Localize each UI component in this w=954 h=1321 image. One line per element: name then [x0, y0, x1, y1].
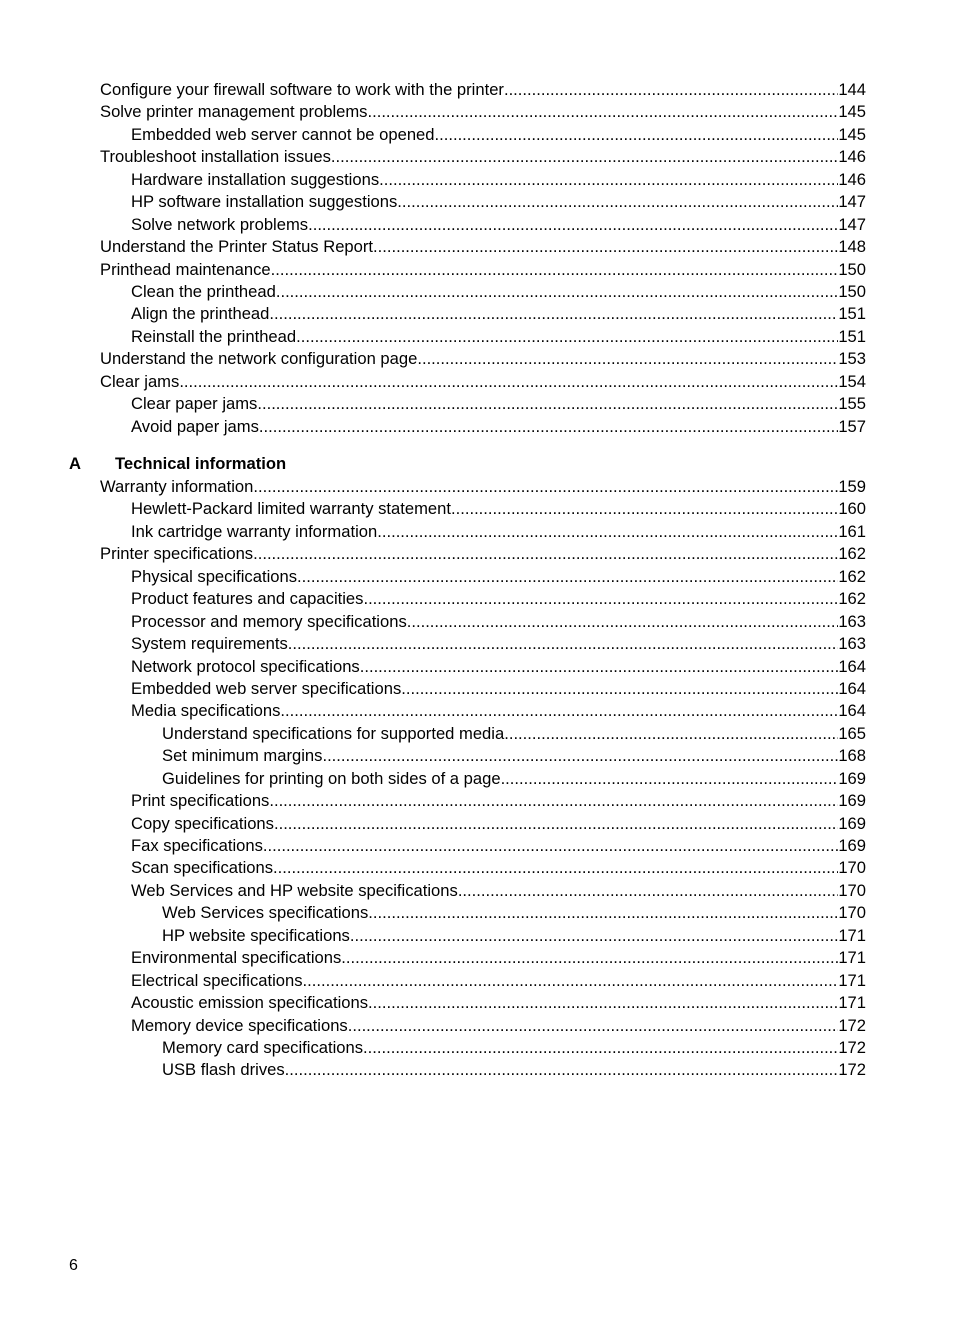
toc-entry[interactable]: [0, 768, 954, 790]
toc-entry-title: Product features and capacities: [131, 589, 364, 609]
toc-entry-row: [131, 835, 866, 857]
toc-entry-title: Hardware installation suggestions: [131, 169, 380, 189]
toc-entry-title: Warranty information: [100, 477, 254, 496]
dot-leader: [417, 348, 838, 370]
toc-entry[interactable]: [0, 633, 954, 655]
toc-entry-page: 154: [838, 371, 866, 391]
toc-entry[interactable]: [0, 393, 954, 415]
dot-leader: [368, 902, 838, 924]
toc-entry[interactable]: [0, 169, 954, 191]
dot-leader: [263, 835, 838, 857]
toc-entry[interactable]: [0, 326, 954, 348]
toc-entry-title: Fax specifications: [131, 836, 263, 855]
dot-leader: [504, 723, 838, 745]
toc-entry-page: 163: [838, 611, 866, 631]
dot-leader: [435, 124, 839, 146]
toc-entry-title: Understand specifications for supported media: [162, 723, 505, 743]
toc-entry-page: 157: [838, 416, 866, 436]
toc-body: [0, 79, 954, 1082]
toc-entry-row: [100, 79, 866, 101]
dot-leader: [504, 79, 838, 101]
toc-entry[interactable]: [0, 101, 954, 123]
toc-entry-page: 169: [838, 768, 866, 788]
dot-leader: [341, 947, 838, 969]
toc-entry-row: [131, 857, 866, 879]
toc-entry-row: [131, 521, 866, 543]
dot-leader: [360, 656, 839, 678]
toc-entry-page: 151: [838, 304, 866, 324]
dot-leader: [303, 970, 839, 992]
dot-leader: [271, 259, 839, 281]
toc-entry-title: Align the printhead: [131, 304, 270, 324]
dot-leader: [458, 880, 839, 902]
toc-entry-page: 168: [838, 746, 866, 766]
toc-entry[interactable]: [0, 588, 954, 610]
toc-entry[interactable]: [0, 1015, 954, 1037]
dot-leader: [331, 146, 838, 168]
dot-leader: [257, 393, 838, 415]
toc-entry-row: [131, 970, 866, 992]
toc-entry-page: 150: [838, 259, 866, 279]
toc-entry-row: [131, 611, 866, 633]
dot-leader: [179, 371, 838, 393]
toc-entry[interactable]: [0, 543, 954, 565]
dot-leader: [296, 326, 838, 348]
toc-entry[interactable]: [0, 236, 954, 258]
toc-entry[interactable]: [0, 857, 954, 879]
toc-entry-row: [162, 902, 866, 924]
toc-entry-row: [162, 1059, 866, 1081]
dot-leader: [274, 813, 838, 835]
toc-entry[interactable]: [0, 611, 954, 633]
toc-entry-page: 145: [838, 124, 866, 144]
toc-entry-page: 162: [838, 566, 866, 586]
toc-entry-page: 171: [838, 925, 866, 945]
dot-leader: [308, 214, 838, 236]
toc-entry-row: [131, 790, 866, 812]
toc-entry-title: Set minimum margins: [162, 746, 323, 766]
toc-entry-page: 170: [838, 880, 866, 900]
page-number: 6: [69, 1257, 78, 1274]
toc-entry-page: 170: [838, 858, 866, 878]
toc-entry-title: Media specifications: [131, 701, 281, 721]
dot-leader: [269, 790, 838, 812]
toc-entry-title: Processor and memory specifications: [131, 611, 407, 631]
toc-entry-row: [131, 678, 866, 700]
toc-entry[interactable]: [0, 1059, 954, 1081]
toc-entry-page: 155: [838, 394, 866, 414]
toc-entry-page: 148: [838, 237, 866, 257]
toc-entry[interactable]: [0, 902, 954, 924]
toc-entry-title: Reinstall the printhead: [131, 326, 297, 346]
toc-entry-row: [131, 326, 866, 348]
toc-entry-title: Hewlett-Packard limited warranty statement: [131, 499, 452, 519]
toc-entry-row: [131, 393, 866, 415]
dot-leader: [363, 1037, 838, 1059]
toc-entry[interactable]: [0, 700, 954, 722]
toc-entry-title: Understand the Printer Status Report: [100, 237, 374, 257]
toc-entry-title: Avoid paper jams: [131, 416, 259, 436]
dot-leader: [501, 768, 839, 790]
toc-entry[interactable]: [0, 348, 954, 370]
toc-entry-title: Embedded web server specifications: [131, 678, 402, 698]
toc-entry-title: Configure your firewall software to work with the printer: [100, 80, 504, 99]
toc-entry[interactable]: [0, 656, 954, 678]
toc-entry-page: 145: [838, 102, 866, 122]
toc-entry-title: Troubleshoot installation issues: [100, 147, 331, 167]
toc-entry-row: [162, 723, 866, 745]
toc-entry-row: [131, 656, 866, 678]
toc-entry-title: HP software installation suggestions: [131, 192, 398, 212]
toc-entry-row: [131, 992, 866, 1014]
dot-leader: [350, 925, 838, 947]
toc-entry-page: 169: [838, 836, 866, 855]
toc-entry-title: Web Services and HP website specifications: [131, 880, 458, 900]
dot-leader: [377, 521, 838, 543]
toc-entry-title: Physical specifications: [131, 566, 298, 586]
toc-entry[interactable]: [0, 259, 954, 281]
toc-entry-row: [162, 768, 866, 790]
toc-entry[interactable]: [0, 281, 954, 303]
toc-entry-row: [100, 476, 866, 498]
toc-entry-page: 162: [838, 544, 866, 564]
dot-leader: [373, 236, 838, 258]
toc-entry-row: [131, 281, 866, 303]
dot-leader: [273, 857, 838, 879]
toc-entry[interactable]: [0, 371, 954, 393]
toc-entry[interactable]: [0, 678, 954, 700]
toc-entry-row: [131, 416, 866, 438]
toc-entry-title: Memory device specifications: [131, 1015, 348, 1035]
toc-entry-title: Solve network problems: [131, 214, 309, 234]
toc-entry-title: Ink cartridge warranty information: [131, 521, 378, 541]
toc-entry[interactable]: [0, 813, 954, 835]
toc-entry-title: System requirements: [131, 634, 288, 654]
toc-entry-page: 150: [838, 281, 866, 301]
toc-entry-page: 147: [838, 192, 866, 212]
toc-entry-row: [131, 880, 866, 902]
toc-entry-title: Print specifications: [131, 791, 270, 811]
toc-entry-page: 172: [838, 1060, 866, 1080]
dot-leader: [253, 543, 838, 565]
toc-entry-row: [100, 259, 866, 281]
dot-leader: [285, 1059, 839, 1081]
toc-entry[interactable]: [0, 214, 954, 236]
toc-entry-row: [100, 236, 866, 258]
toc-entry[interactable]: [0, 1037, 954, 1059]
toc-entry-row: [100, 101, 866, 123]
toc-entry-title: Acoustic emission specifications: [131, 993, 369, 1013]
toc-entry[interactable]: [0, 566, 954, 588]
toc-entry-page: 172: [838, 1037, 866, 1057]
toc-entry-page: 151: [838, 326, 866, 346]
toc-entry-page: 164: [838, 656, 866, 676]
toc-entry-page: 171: [838, 948, 866, 968]
toc-entry-title: Copy specifications: [131, 813, 274, 833]
toc-entry[interactable]: [0, 925, 954, 947]
toc-entry-row: [131, 588, 866, 610]
toc-entry-title: Environmental specifications: [131, 948, 342, 968]
toc-entry-page: 146: [838, 169, 866, 189]
toc-entry[interactable]: [0, 880, 954, 902]
toc-entry-row: [131, 303, 866, 325]
table-of-contents: [0, 79, 954, 1082]
toc-entry[interactable]: [0, 835, 954, 857]
toc-entry-title: Memory card specifications: [162, 1037, 364, 1057]
toc-entry-page: 153: [838, 349, 866, 369]
dot-leader: [276, 281, 838, 303]
dot-leader: [368, 992, 838, 1014]
toc-entry-row: [131, 813, 866, 835]
dot-leader: [280, 700, 838, 722]
toc-entry-row: [100, 543, 866, 565]
toc-entry[interactable]: [0, 79, 954, 101]
toc-entry[interactable]: [0, 992, 954, 1014]
toc-entry-page: 161: [838, 521, 866, 541]
toc-entry-row: [162, 925, 866, 947]
chapter-title: Technical information: [115, 454, 287, 473]
toc-entry-page: 171: [838, 993, 866, 1013]
toc-entry-title: Clean the printhead: [131, 281, 276, 301]
dot-leader: [363, 588, 838, 610]
toc-entry-row: [131, 124, 866, 146]
dot-leader: [269, 303, 838, 325]
toc-entry-title: Electrical specifications: [131, 970, 303, 990]
toc-entry[interactable]: [0, 303, 954, 325]
toc-entry[interactable]: [0, 416, 954, 438]
toc-entry-title: Network protocol specifications: [131, 656, 360, 676]
chapter-heading: [0, 452, 954, 476]
toc-entry-title: HP website specifications: [162, 925, 350, 945]
toc-entry-title: Clear jams: [100, 371, 180, 391]
toc-entry-page: 147: [838, 214, 866, 234]
toc-entry-row: [100, 146, 866, 168]
toc-entry-row: [100, 371, 866, 393]
toc-entry-row: [131, 1015, 866, 1037]
toc-entry-page: 169: [838, 813, 866, 833]
dot-leader: [397, 191, 838, 213]
toc-entry-page: 164: [838, 678, 866, 698]
toc-entry-page: 172: [838, 1015, 866, 1035]
toc-entry-row: [131, 633, 866, 655]
toc-entry[interactable]: [0, 723, 954, 745]
toc-entry[interactable]: [0, 498, 954, 520]
dot-leader: [451, 498, 838, 520]
toc-entry[interactable]: [0, 191, 954, 213]
toc-entry[interactable]: [0, 970, 954, 992]
toc-entry-page: 164: [838, 701, 866, 721]
toc-entry-title: Clear paper jams: [131, 394, 258, 414]
toc-entry[interactable]: [0, 124, 954, 146]
toc-entry-page: 162: [838, 589, 866, 609]
toc-entry-title: Printhead maintenance: [100, 259, 271, 279]
dot-leader: [253, 476, 838, 498]
toc-entry-row: [131, 498, 866, 520]
toc-entry-page: 159: [838, 477, 866, 496]
toc-entry[interactable]: [0, 146, 954, 168]
toc-entry-page: 165: [838, 723, 866, 743]
toc-entry-title: Guidelines for printing on both sides of a page: [162, 768, 501, 788]
toc-entry-title: Web Services specifications: [162, 903, 369, 923]
toc-entry-row: [100, 348, 866, 370]
toc-entry-title: Printer specifications: [100, 544, 254, 564]
toc-entry-title: Embedded web server cannot be opened: [131, 124, 435, 144]
dot-leader: [348, 1015, 839, 1037]
toc-entry-row: [131, 566, 866, 588]
toc-entry[interactable]: [0, 521, 954, 543]
toc-entry-title: Solve printer management problems: [100, 102, 368, 122]
dot-leader: [407, 611, 839, 633]
toc-entry-row: [131, 700, 866, 722]
toc-entry-page: 169: [838, 791, 866, 811]
toc-entry-row: [131, 169, 866, 191]
dot-leader: [259, 416, 838, 438]
toc-entry-page: 163: [838, 634, 866, 654]
toc-entry-page: 170: [838, 903, 866, 923]
toc-entry-row: [131, 947, 866, 969]
dot-leader: [401, 678, 838, 700]
dot-leader: [379, 169, 838, 191]
dot-leader: [367, 101, 838, 123]
toc-entry-title: Understand the network configuration page: [100, 349, 418, 369]
chapter-letter: A: [69, 454, 81, 473]
toc-entry-row: [131, 214, 866, 236]
dot-leader: [322, 745, 838, 767]
toc-entry-row: [162, 1037, 866, 1059]
toc-entry-page: 171: [838, 970, 866, 990]
toc-entry[interactable]: [0, 476, 954, 498]
toc-entry[interactable]: [0, 790, 954, 812]
toc-entry-row: [131, 191, 866, 213]
dot-leader: [288, 633, 839, 655]
toc-entry-title: Scan specifications: [131, 858, 274, 878]
dot-leader: [297, 566, 838, 588]
toc-entry-title: USB flash drives: [162, 1060, 285, 1080]
toc-entry-page: 144: [838, 80, 866, 99]
toc-entry[interactable]: [0, 745, 954, 767]
toc-entry-page: 146: [838, 147, 866, 167]
toc-entry-page: 160: [838, 499, 866, 519]
toc-entry[interactable]: [0, 947, 954, 969]
toc-entry-row: [162, 745, 866, 767]
